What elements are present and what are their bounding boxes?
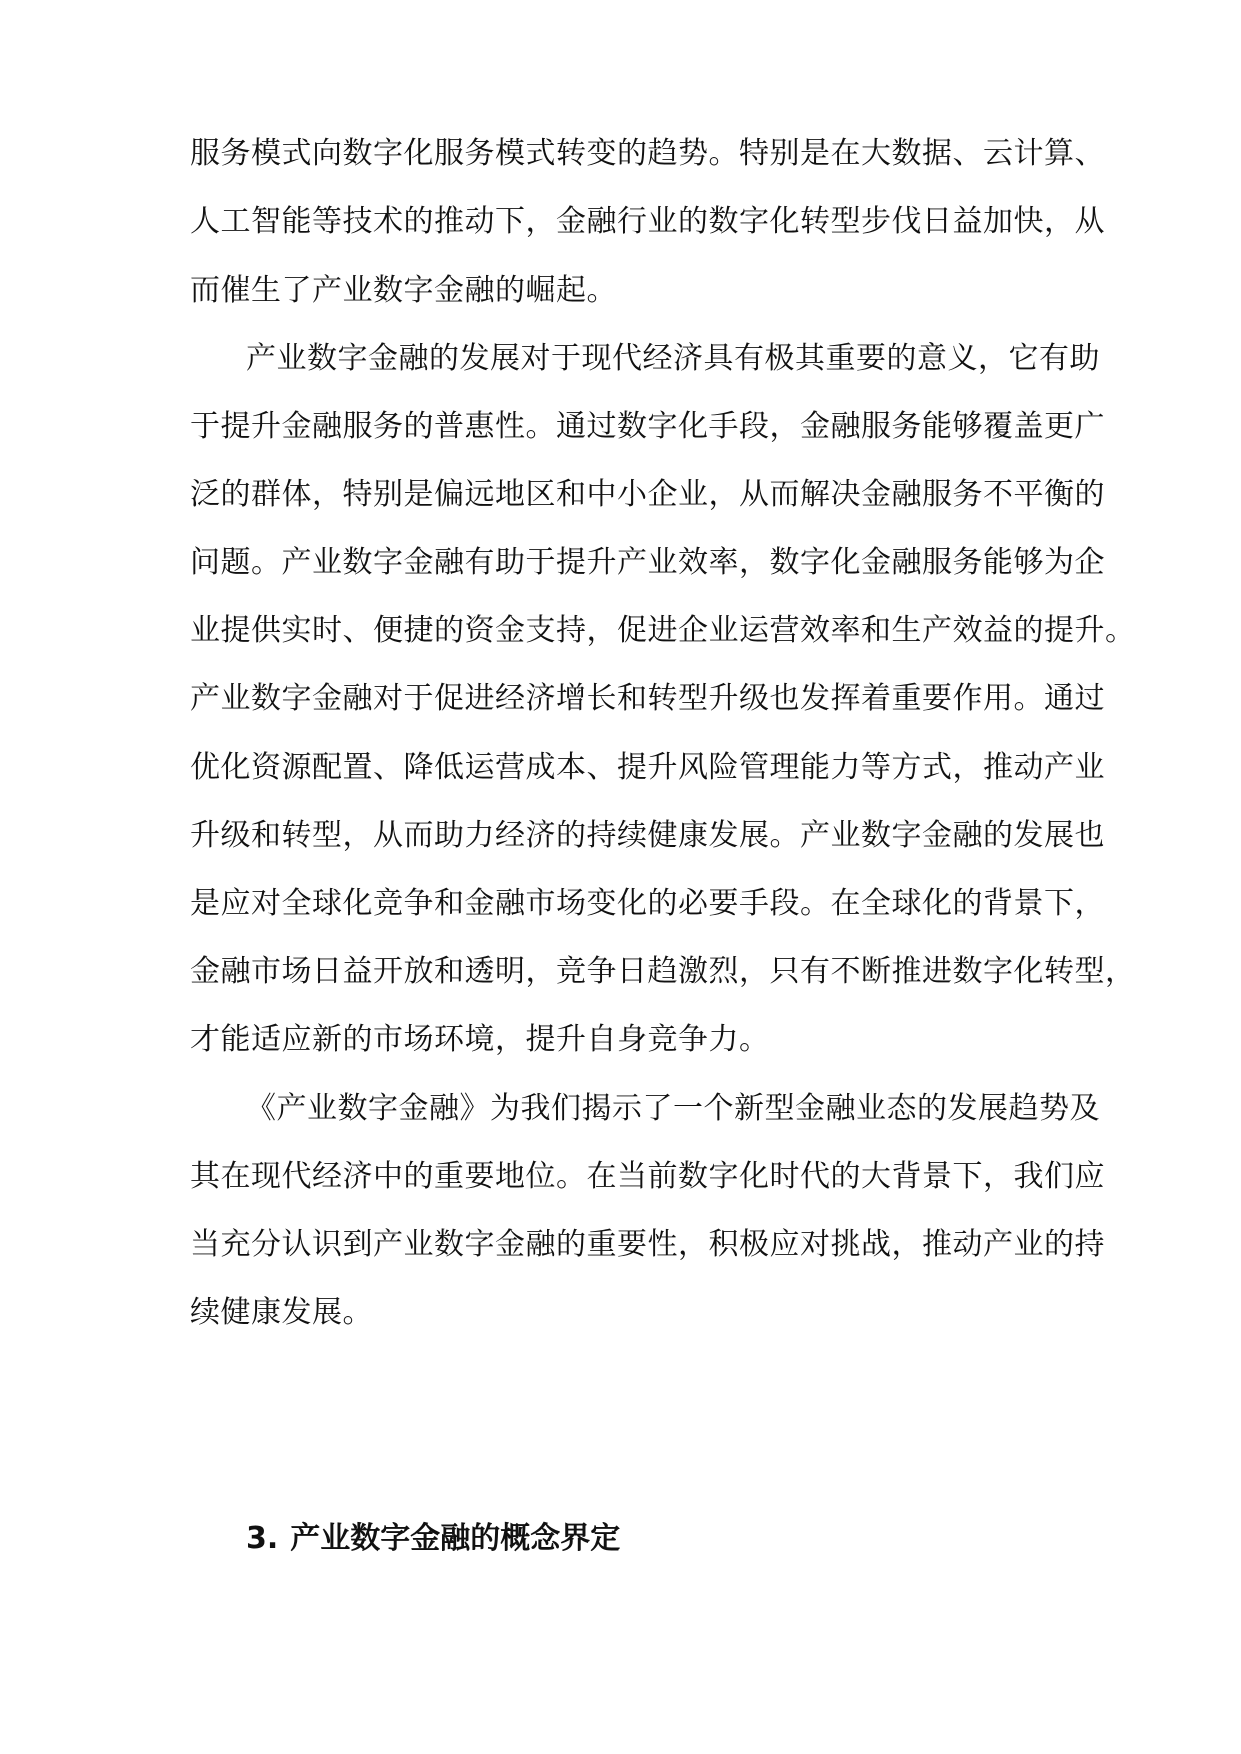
paragraph-2-line-8: 升级和转型，从而助力经济的持续健康发展。产业数字金融的发展也 <box>190 818 1105 853</box>
paragraph-continued-line-3: 而催生了产业数字金融的崛起。 <box>190 273 617 308</box>
paragraph-2-line-1: 产业数字金融的发展对于现代经济具有极其重要的意义，它有助 <box>246 341 1100 376</box>
paragraph-2-line-4: 问题。产业数字金融有助于提升产业效率，数字化金融服务能够为企 <box>190 545 1105 580</box>
paragraph-2-line-9: 是应对全球化竞争和金融市场变化的必要手段。在全球化的背景下， <box>190 886 1105 921</box>
paragraph-3-line-4: 续健康发展。 <box>190 1295 373 1330</box>
paragraph-3-line-2: 其在现代经济中的重要地位。在当前数字化时代的大背景下，我们应 <box>190 1159 1105 1194</box>
section-heading <box>246 1519 620 1559</box>
paragraph-2-line-7: 优化资源配置、降低运营成本、提升风险管理能力等方式，推动产业 <box>190 750 1105 785</box>
paragraph-3-line-1: 《产业数字金融》为我们揭示了一个新型金融业态的发展趋势及 <box>246 1091 1100 1126</box>
section-heading-number: 3. <box>246 1521 279 1556</box>
paragraph-2-line-10: 金融市场日益开放和透明，竞争日趋激烈，只有不断推进数字化转型， <box>190 954 1136 989</box>
paragraph-2-line-11: 才能适应新的市场环境，提升自身竞争力。 <box>190 1022 770 1057</box>
paragraph-2-line-5: 业提供实时、便捷的资金支持，促进企业运营效率和生产效益的提升。 <box>190 613 1136 648</box>
paragraph-continued-line-1: 服务模式向数字化服务模式转变的趋势。特别是在大数据、云计算、 <box>190 136 1105 171</box>
section-heading-title: 产业数字金融的概念界定 <box>290 1521 621 1556</box>
paragraph-3-line-3: 当充分认识到产业数字金融的重要性，积极应对挑战，推动产业的持 <box>190 1227 1105 1262</box>
paragraph-2-line-6: 产业数字金融对于促进经济增长和转型升级也发挥着重要作用。通过 <box>190 681 1105 716</box>
paragraph-2-line-3: 泛的群体，特别是偏远地区和中小企业，从而解决金融服务不平衡的 <box>190 477 1105 512</box>
paragraph-continued-line-2: 人工智能等技术的推动下，金融行业的数字化转型步伐日益加快，从 <box>190 204 1105 239</box>
paragraph-2-line-2: 于提升金融服务的普惠性。通过数字化手段，金融服务能够覆盖更广 <box>190 409 1105 444</box>
